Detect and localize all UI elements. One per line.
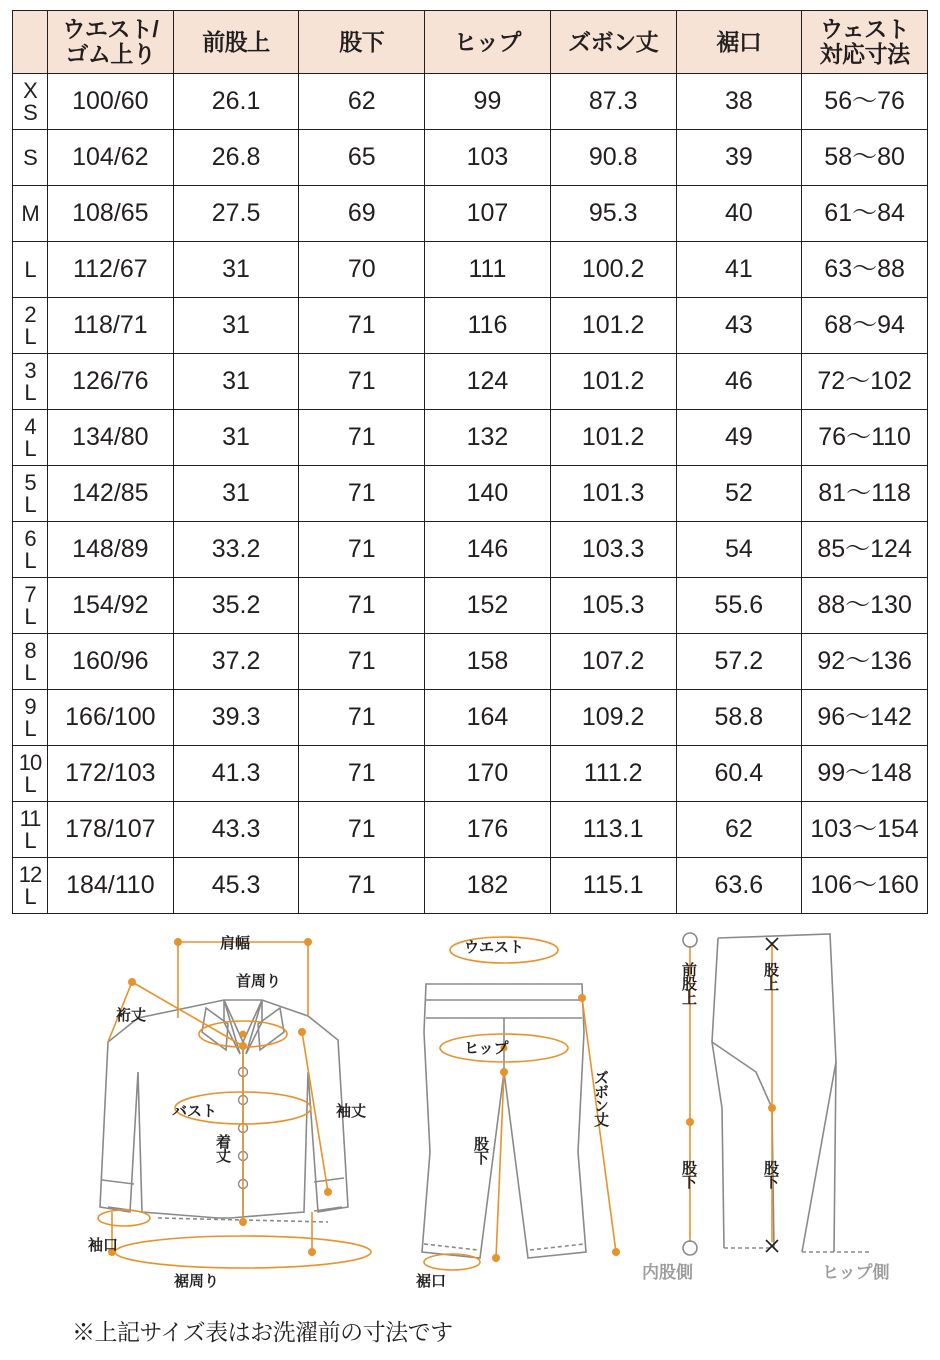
label-front-rise: 前股上: [680, 962, 697, 1004]
size-line: 3: [24, 357, 36, 383]
table-cell: 39: [676, 130, 802, 186]
table-row: [13, 858, 928, 914]
footnote: ※上記サイズ表はお洗濯前の寸法です: [72, 1319, 453, 1345]
row-size-label: [13, 242, 48, 298]
table-cell: 31: [173, 298, 299, 354]
label-sleeve: 袖丈: [336, 1103, 367, 1120]
header-line-2: 対応寸法: [819, 41, 910, 67]
table-cell: 126/76: [48, 354, 174, 410]
table-cell: 116: [425, 298, 551, 354]
row-size-label: [13, 746, 48, 802]
table-cell: 27.5: [173, 186, 299, 242]
table-cell: 101.2: [550, 298, 676, 354]
table-cell: 124: [425, 354, 551, 410]
table-cell: 142/85: [48, 466, 174, 522]
crotch-measure-dots: [686, 1104, 776, 1126]
table-cell: 164: [425, 690, 551, 746]
table-cell: 68〜94: [802, 298, 928, 354]
size-line: S: [23, 144, 37, 170]
size-line: L: [24, 827, 36, 853]
row-size-label: [13, 354, 48, 410]
table-cell: 105.3: [550, 578, 676, 634]
table-cell: 96〜142: [802, 690, 928, 746]
table-cell: 70: [299, 242, 425, 298]
table-cell: 26.1: [173, 74, 299, 130]
table-header-cell-waist: [48, 11, 174, 74]
label-bust: バスト: [172, 1103, 218, 1120]
table-cell: 100/60: [48, 74, 174, 130]
size-line: L: [24, 547, 36, 573]
size-line: 8: [24, 637, 36, 663]
table-cell: 154/92: [48, 578, 174, 634]
table-cell: 31: [173, 410, 299, 466]
table-cell: 118/71: [48, 298, 174, 354]
size-table: [12, 10, 928, 914]
table-cell: 39.3: [173, 690, 299, 746]
table-header-row: [13, 11, 928, 74]
label-inner-side: 内股側: [642, 1263, 693, 1282]
table-cell: 104/62: [48, 130, 174, 186]
table-cell: 103〜154: [802, 802, 928, 858]
label-hem-opening: 裾口: [416, 1273, 447, 1290]
table-header-cell-inseam: 股下: [299, 11, 425, 74]
size-line: L: [24, 491, 36, 517]
table-row: [13, 634, 928, 690]
table-header-cell-hip: ヒップ: [425, 11, 551, 74]
table-cell: 92〜136: [802, 634, 928, 690]
row-size-label: [13, 466, 48, 522]
size-line: L: [24, 256, 36, 282]
table-cell: 63〜88: [802, 242, 928, 298]
table-cell: 71: [299, 410, 425, 466]
size-line: 2: [24, 301, 36, 327]
table-cell: 57.2: [676, 634, 802, 690]
table-cell: 56〜76: [802, 74, 928, 130]
table-cell: 101.2: [550, 354, 676, 410]
row-size-label: [13, 410, 48, 466]
table-row: [13, 802, 928, 858]
row-size-label: [13, 858, 48, 914]
table-header-cell-pants-length: ズボン丈: [550, 11, 676, 74]
table-cell: 71: [299, 634, 425, 690]
table-header-cell-size: [13, 11, 48, 74]
table-row: [13, 410, 928, 466]
crotch-figure: [712, 934, 870, 1252]
table-cell: 85〜124: [802, 522, 928, 578]
row-size-label: [13, 690, 48, 746]
table-cell: 178/107: [48, 802, 174, 858]
table-cell: 52: [676, 466, 802, 522]
table-row: [13, 578, 928, 634]
table-cell: 41: [676, 242, 802, 298]
table-cell: 71: [299, 466, 425, 522]
row-size-label: [13, 522, 48, 578]
size-line: 6: [24, 525, 36, 551]
table-cell: 170: [425, 746, 551, 802]
size-line: 10: [18, 749, 42, 775]
table-cell: 111: [425, 242, 551, 298]
size-line: S: [23, 99, 37, 125]
table-cell: 49: [676, 410, 802, 466]
label-shoulder: 肩幅: [220, 935, 251, 952]
table-cell: 140: [425, 466, 551, 522]
table-cell: 31: [173, 466, 299, 522]
table-row: [13, 746, 928, 802]
table-cell: 72〜102: [802, 354, 928, 410]
size-line: L: [24, 715, 36, 741]
table-row: [13, 690, 928, 746]
table-cell: 108/65: [48, 186, 174, 242]
table-cell: 71: [299, 522, 425, 578]
label-hip-side: ヒップ側: [822, 1263, 890, 1282]
measurement-illustrations: [12, 922, 928, 1312]
size-line: L: [24, 771, 36, 797]
table-cell: 113.1: [550, 802, 676, 858]
table-cell: 71: [299, 746, 425, 802]
size-line: 4: [24, 413, 36, 439]
table-row: [13, 466, 928, 522]
table-cell: 71: [299, 354, 425, 410]
label-neck: 首周り: [236, 973, 282, 990]
table-cell: 95.3: [550, 186, 676, 242]
table-cell: 45.3: [173, 858, 299, 914]
table-cell: 99〜148: [802, 746, 928, 802]
table-cell: 54: [676, 522, 802, 578]
table-cell: 166/100: [48, 690, 174, 746]
table-cell: 62: [676, 802, 802, 858]
table-cell: 33.2: [173, 522, 299, 578]
table-cell: 71: [299, 578, 425, 634]
size-line: M: [21, 200, 39, 226]
label-rise: 股上: [762, 962, 779, 990]
size-line: X: [23, 77, 37, 103]
table-cell: 107: [425, 186, 551, 242]
table-cell: 132: [425, 410, 551, 466]
table-cell: 60.4: [676, 746, 802, 802]
table-cell: 40: [676, 186, 802, 242]
table-cell: 46: [676, 354, 802, 410]
table-cell: 87.3: [550, 74, 676, 130]
illustration-svg: [12, 922, 928, 1312]
label-hem: 裾周り: [174, 1273, 220, 1290]
table-cell: 184/110: [48, 858, 174, 914]
size-line: L: [24, 659, 36, 685]
table-row: [13, 186, 928, 242]
table-header-cell-hem-opening: 裾口: [676, 11, 802, 74]
size-line: L: [24, 323, 36, 349]
table-cell: 61〜84: [802, 186, 928, 242]
table-cell: 38: [676, 74, 802, 130]
table-cell: 101.3: [550, 466, 676, 522]
table-cell: 172/103: [48, 746, 174, 802]
table-row: [13, 74, 928, 130]
table-cell: 99: [425, 74, 551, 130]
table-cell: 71: [299, 858, 425, 914]
table-cell: 71: [299, 690, 425, 746]
row-size-label: [13, 634, 48, 690]
label-yuki: 裄丈: [116, 1007, 147, 1024]
table-cell: 109.2: [550, 690, 676, 746]
table-cell: 107.2: [550, 634, 676, 690]
size-line: 5: [24, 469, 36, 495]
row-size-label: [13, 802, 48, 858]
table-cell: 134/80: [48, 410, 174, 466]
label-cuff: 袖口: [88, 1237, 119, 1254]
header-line-2: ゴム上り: [65, 41, 156, 67]
table-cell: 76〜110: [802, 410, 928, 466]
size-line: L: [24, 379, 36, 405]
table-cell: 65: [299, 130, 425, 186]
label-under-crotch: 股下: [680, 1160, 697, 1188]
table-cell: 152: [425, 578, 551, 634]
table-cell: 58〜80: [802, 130, 928, 186]
table-cell: 88〜130: [802, 578, 928, 634]
table-row: [13, 522, 928, 578]
row-size-label: [13, 74, 48, 130]
label-pants-length: ズボン丈: [592, 1070, 609, 1126]
table-cell: 160/96: [48, 634, 174, 690]
table-cell: 148/89: [48, 522, 174, 578]
table-cell: 43.3: [173, 802, 299, 858]
row-size-label: [13, 298, 48, 354]
size-line: L: [24, 883, 36, 909]
row-size-label: [13, 578, 48, 634]
table-row: [13, 298, 928, 354]
label-waist: ウエスト: [464, 939, 525, 956]
table-cell: 103.3: [550, 522, 676, 578]
label-hip: ヒップ: [464, 1040, 509, 1057]
table-header: [13, 11, 928, 74]
table-cell: 146: [425, 522, 551, 578]
table-cell: 69: [299, 186, 425, 242]
size-line: 7: [24, 581, 36, 607]
table-cell: 26.8: [173, 130, 299, 186]
table-cell: 111.2: [550, 746, 676, 802]
table-row: [13, 242, 928, 298]
table-cell: 112/67: [48, 242, 174, 298]
label-inseam: 股下: [472, 1136, 489, 1164]
size-line: 11: [19, 805, 41, 831]
table-cell: 37.2: [173, 634, 299, 690]
table-cell: 31: [173, 242, 299, 298]
table-cell: 90.8: [550, 130, 676, 186]
table-cell: 81〜118: [802, 466, 928, 522]
table-cell: 31: [173, 354, 299, 410]
table-cell: 158: [425, 634, 551, 690]
table-cell: 101.2: [550, 410, 676, 466]
table-cell: 103: [425, 130, 551, 186]
table-cell: 41.3: [173, 746, 299, 802]
table-row: [13, 130, 928, 186]
table-header-cell-waist-range: [802, 11, 928, 74]
table-body: [13, 74, 928, 914]
size-line: 12: [18, 861, 42, 887]
table-cell: 43: [676, 298, 802, 354]
table-cell: 35.2: [173, 578, 299, 634]
row-size-label: [13, 186, 48, 242]
table-cell: 55.6: [676, 578, 802, 634]
table-row: [13, 354, 928, 410]
table-cell: 71: [299, 802, 425, 858]
table-cell: 176: [425, 802, 551, 858]
size-line: L: [24, 603, 36, 629]
table-cell: 58.8: [676, 690, 802, 746]
label-length: 着丈: [214, 1134, 231, 1162]
table-cell: 62: [299, 74, 425, 130]
table-header-cell-front-rise: 前股上: [173, 11, 299, 74]
header-line-1: ウエスト/: [62, 15, 159, 42]
row-size-label: [13, 130, 48, 186]
table-cell: 71: [299, 298, 425, 354]
table-cell: 182: [425, 858, 551, 914]
table-cell: 100.2: [550, 242, 676, 298]
pants-figure: [422, 984, 586, 1258]
table-cell: 115.1: [550, 858, 676, 914]
size-line: L: [24, 435, 36, 461]
label-under-crotch-2: 股下: [762, 1160, 779, 1188]
table-cell: 106〜160: [802, 858, 928, 914]
size-line: 9: [24, 693, 36, 719]
header-line-1: ウェスト: [820, 15, 910, 42]
table-cell: 63.6: [676, 858, 802, 914]
